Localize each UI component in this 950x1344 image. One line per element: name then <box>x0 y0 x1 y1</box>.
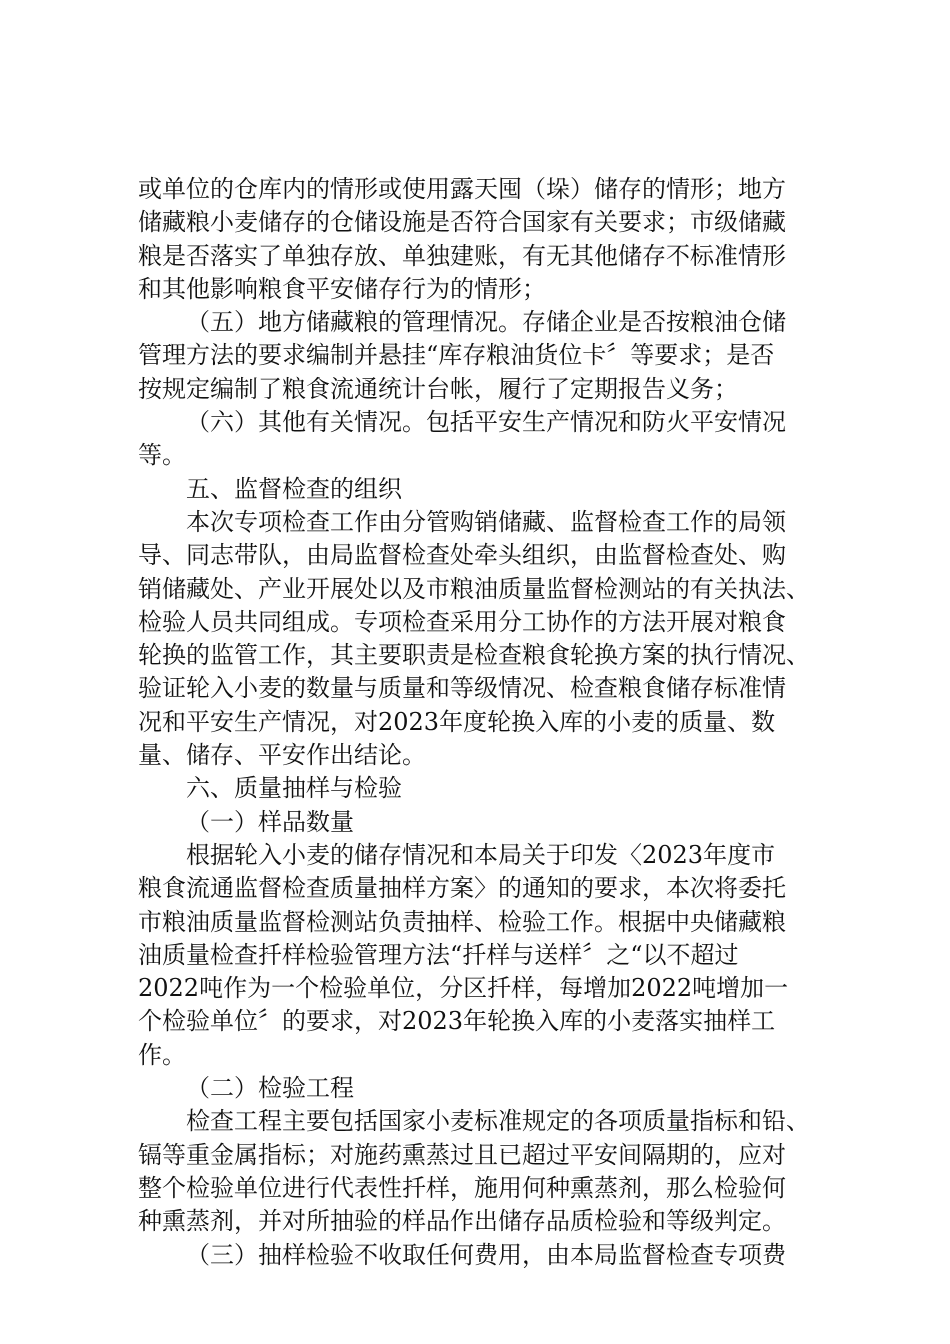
text-line: 管理方法的要求编制并悬挂“库存粮油货位卡〞等要求；是否 <box>138 341 775 370</box>
text-line: （六）其他有关情况。包括平安生产情况和防火平安情况 <box>186 408 786 437</box>
text-line: 本次专项检查工作由分管购销储藏、监督检查工作的局领 <box>186 507 786 536</box>
text-line: 根据轮入小麦的储存情况和本局关于印发〈2023年度市 <box>186 840 776 869</box>
text-line: 镉等重金属指标；对施药熏蒸过且已超过平安间隔期的，应对 <box>138 1140 786 1169</box>
text-line: （三）抽样检验不收取任何费用，由本局监督检查专项费 <box>186 1240 786 1269</box>
text-line: 种熏蒸剂，并对所抽验的样品作出储存品质检验和等级判定。 <box>138 1207 786 1236</box>
document-body <box>138 173 858 1272</box>
text-line: 油质量检查扦样检验管理方法“扦样与送样〞之“以不超过 <box>138 940 739 969</box>
text-line: 个检验单位〞的要求，对2023年轮换入库的小麦落实抽样工 <box>138 1007 776 1036</box>
text-line: 粮食流通监督检查质量抽样方案〉的通知的要求，本次将委托 <box>138 874 786 903</box>
text-line: 整个检验单位进行代表性扦样，施用何种熏蒸剂，那么检验何 <box>138 1173 786 1202</box>
text-line: 检验人员共同组成。专项检查采用分工协作的方法开展对粮食 <box>138 607 786 636</box>
text-line: （二）检验工程 <box>186 1074 354 1103</box>
text-line: 2022吨作为一个检验单位，分区扦样，每增加2022吨增加一 <box>138 974 789 1003</box>
text-line: 检查工程主要包括国家小麦标准规定的各项质量指标和铅、 <box>186 1107 810 1136</box>
text-line: 按规定编制了粮食流通统计台帐，履行了定期报告义务； <box>138 374 738 403</box>
text-line: 况和平安生产情况，对2023年度轮换入库的小麦的质量、数 <box>138 707 776 736</box>
text-line: 等。 <box>138 441 186 470</box>
text-line: 或单位的仓库内的情形或使用露天囤（垛）储存的情形；地方 <box>138 175 786 203</box>
text-line: 和其他影响粮食平安储存行为的情形； <box>138 274 546 303</box>
text-line: 五、监督检查的组织 <box>186 474 402 503</box>
text-line: 轮换的监管工作，其主要职责是检查粮食轮换方案的执行情况、 <box>138 641 810 670</box>
text-line: 销储藏处、产业开展处以及市粮油质量监督检测站的有关执法、 <box>138 574 810 603</box>
text-line: 导、同志带队，由局监督检查处牵头组织，由监督检查处、购 <box>138 541 786 570</box>
text-line: （一）样品数量 <box>186 807 354 836</box>
text-line: 储藏粮小麦储存的仓储设施是否符合国家有关要求；市级储藏 <box>138 208 786 237</box>
text-line: （五）地方储藏粮的管理情况。存储企业是否按粮油仓储 <box>186 308 786 337</box>
text-line: 量、储存、平安作出结论。 <box>138 741 426 770</box>
text-line: 六、质量抽样与检验 <box>186 774 402 803</box>
text-line: 验证轮入小麦的数量与质量和等级情况、检查粮食储存标准情 <box>138 674 786 703</box>
text-line: 市粮油质量监督检测站负责抽样、检验工作。根据中央储藏粮 <box>138 907 786 936</box>
text-line: 粮是否落实了单独存放、单独建账，有无其他储存不标准情形 <box>138 241 786 270</box>
text-line: 作。 <box>138 1040 186 1069</box>
